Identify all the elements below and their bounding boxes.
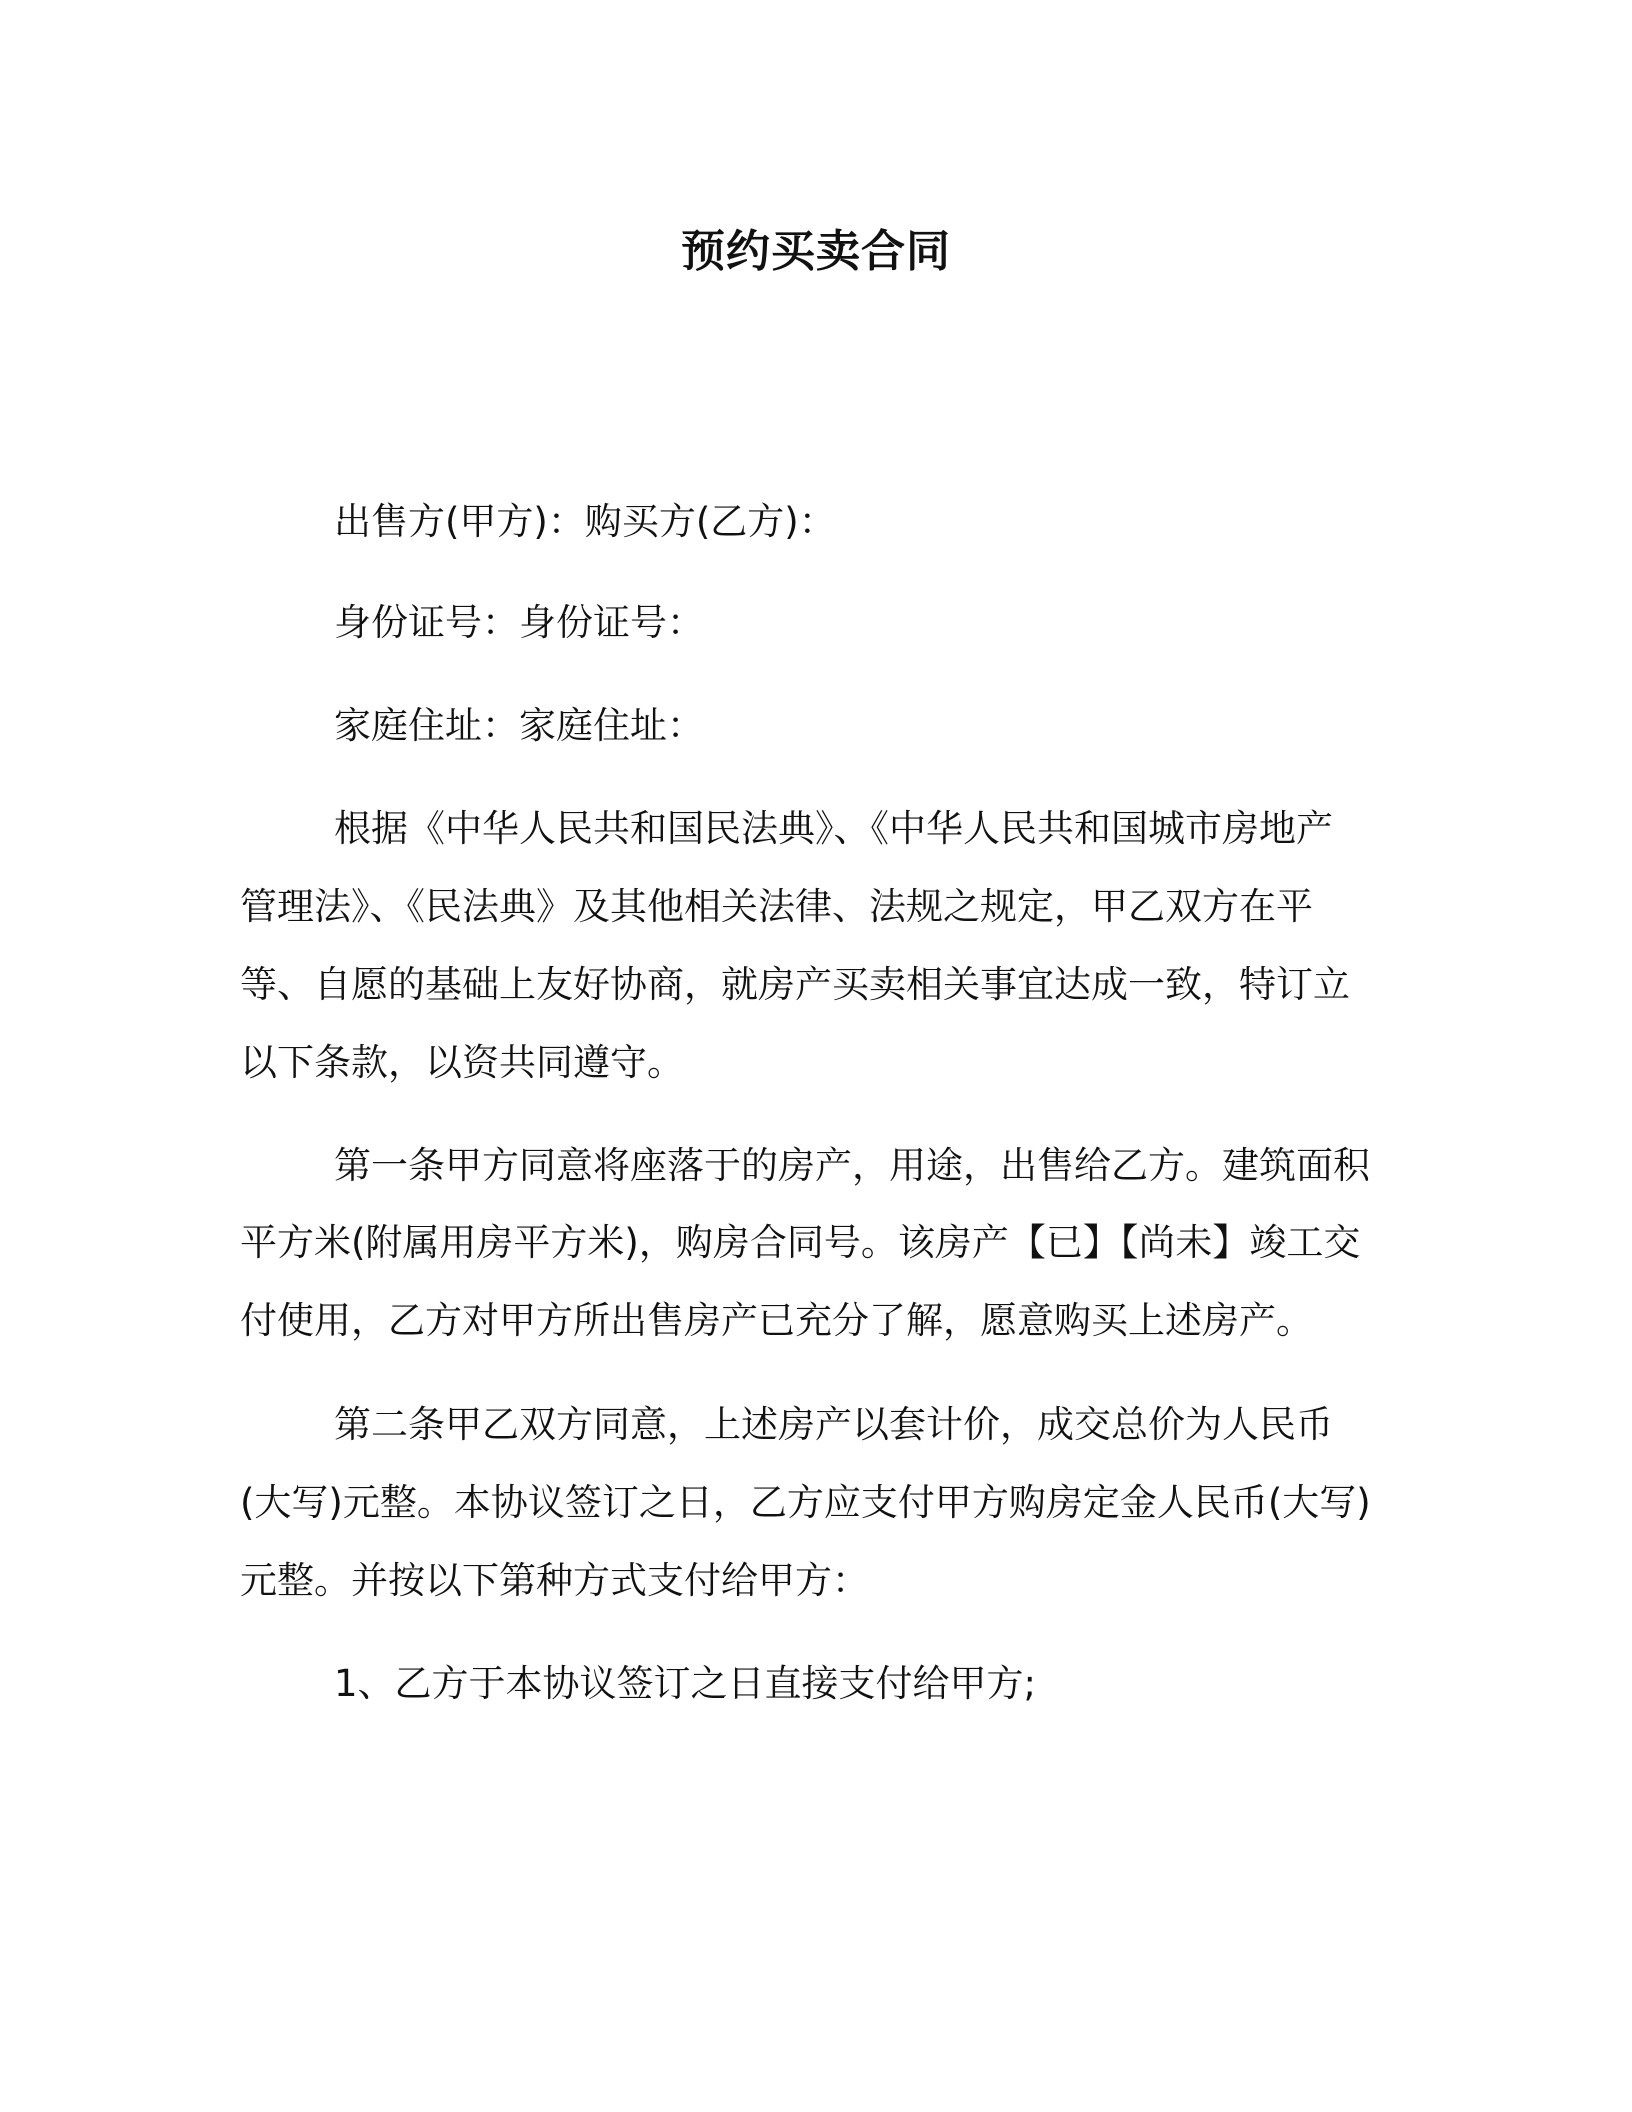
parties-seller-buyer: 出售方(甲方)：购买方(乙方)： [334,500,836,543]
payment-option-1: 1、乙方于本协议签订之日直接支付给甲方; [334,1662,1037,1705]
parties-addresses: 家庭住址：家庭住址： [334,704,704,747]
preamble-line-1: 根据《中华人民共和国民法典》、《中华人民共和国城市房地产 [334,807,1333,850]
article-1-line-1: 第一条甲方同意将座落于的房产，用途，出售给乙方。建筑面积 [334,1144,1370,1187]
preamble-line-2: 管理法》、《民法典》及其他相关法律、法规之规定，甲乙双方在平 [240,885,1313,928]
article-2-line-3: 元整。并按以下第种方式支付给甲方： [240,1559,869,1602]
document-title: 预约买卖合同 [681,226,951,277]
article-1-line-2: 平方米(附属用房平方米)，购房合同号。该房产【已】【尚未】竣工交 [240,1221,1361,1264]
parties-id-numbers: 身份证号：身份证号： [334,601,704,644]
preamble-line-4: 以下条款，以资共同遵守。 [240,1041,684,1084]
article-1-line-3: 付使用，乙方对甲方所出售房产已充分了解，愿意购买上述房产。 [240,1299,1313,1342]
preamble-line-3: 等、自愿的基础上友好协商，就房产买卖相关事宜达成一致，特订立 [240,963,1350,1006]
article-2-line-1: 第二条甲乙双方同意，上述房产以套计价，成交总价为人民币 [334,1403,1333,1446]
article-2-line-2: (大写)元整。本协议签订之日，乙方应支付甲方购房定金人民币(大写) [240,1481,1371,1524]
